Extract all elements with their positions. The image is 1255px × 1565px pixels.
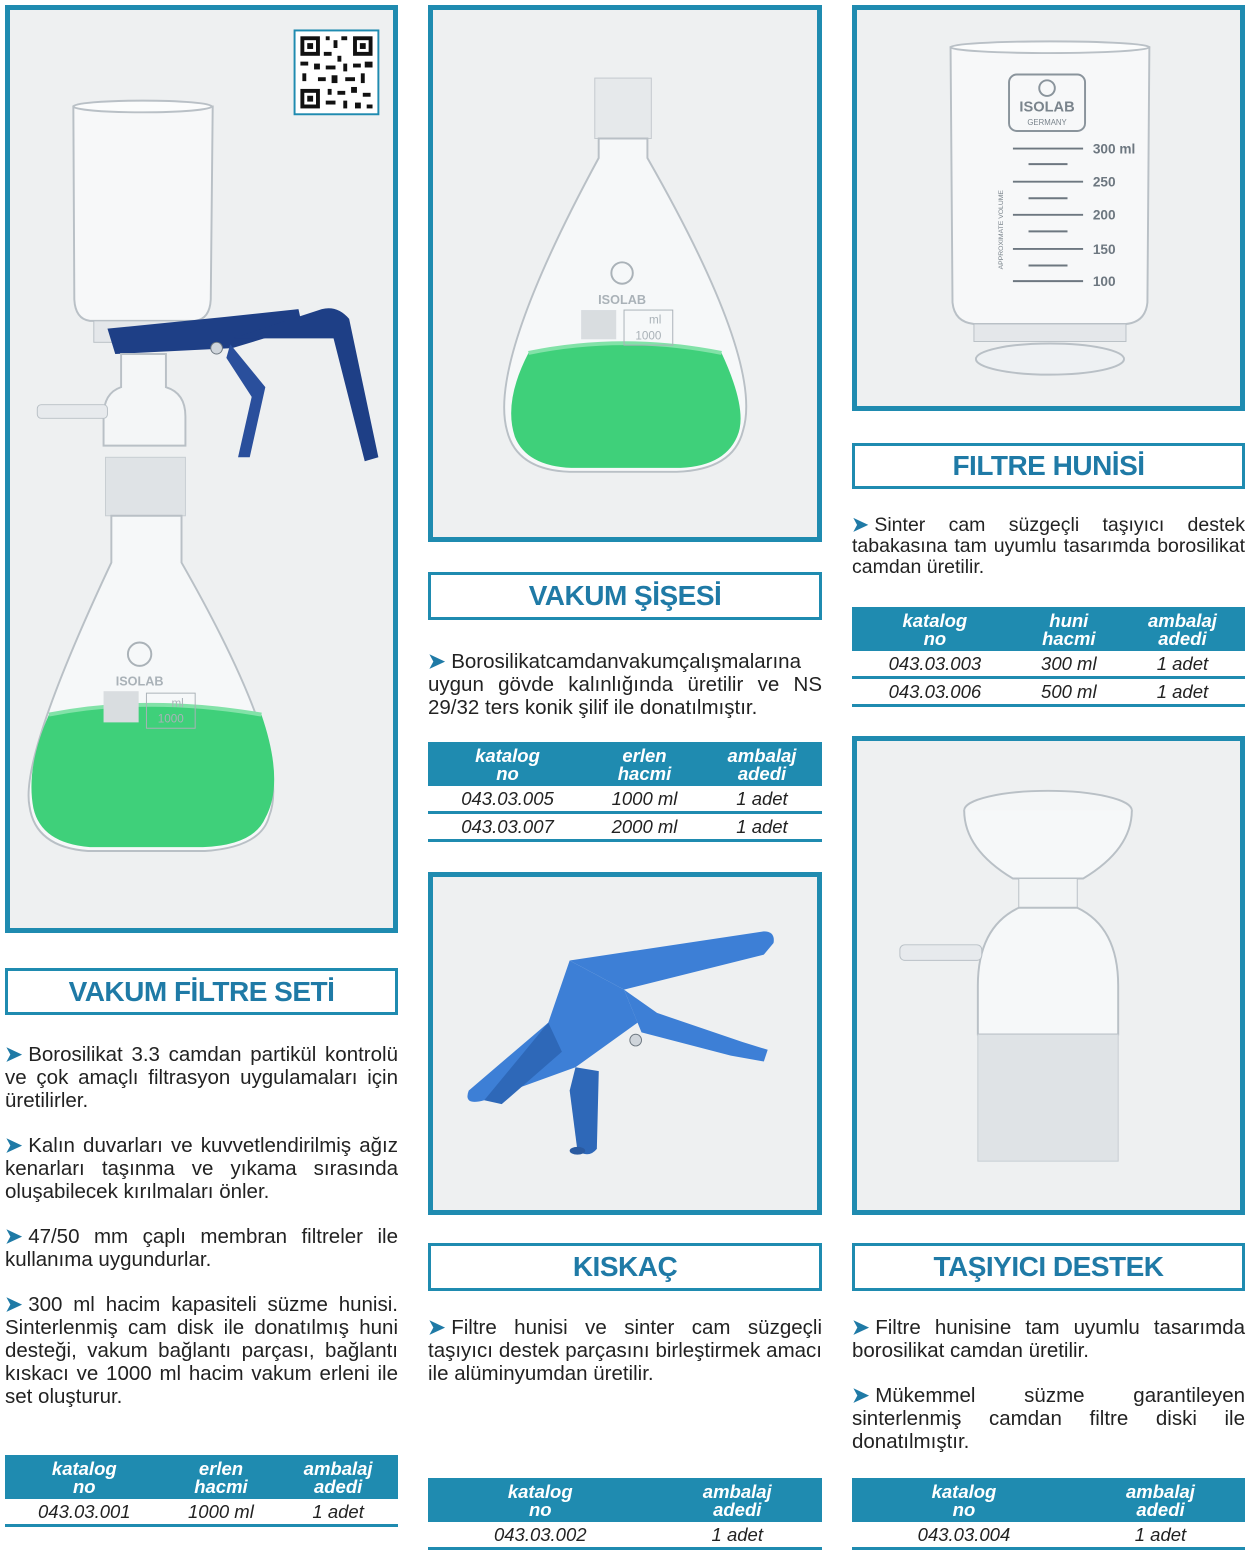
bullet-4: ➤ 300 ml hacim kapasiteli süzme hunisi. Sinterlenmiş cam disk ile donatılmış huni desteği, vakum bağlantı parçası, bağlantı kıskacı ve 1000 ml hacim vakum erleni ile set oluşturur. bbox=[5, 1293, 398, 1408]
cell-hacim: 1000 ml bbox=[587, 786, 702, 813]
bullet-2: ➤ Kalın duvarları ve kuvvetlendirilmiş ağız kenarları taşınma ve yıkama sırasında oluşabilecek kırılmaları önler. bbox=[5, 1134, 398, 1203]
cell-ambalaj: 1 adet bbox=[702, 813, 822, 841]
qr-code-icon bbox=[295, 30, 379, 114]
table-row bbox=[852, 651, 1245, 678]
bullet-1: ➤ Filtre hunisine tam uyumlu tasarımda borosilikat camdan üretilir. bbox=[852, 1316, 1245, 1362]
vakum-filtre-seti-title: VAKUM FİLTRE SETİ bbox=[5, 968, 398, 1015]
bullet-arrow-icon: ➤ bbox=[5, 1225, 23, 1248]
kiskac-title: KISKAÇ bbox=[428, 1243, 822, 1291]
header-erlen-hacmi: erlen hacmi bbox=[164, 1455, 279, 1499]
mark-250: 250 bbox=[1092, 174, 1116, 190]
bullet-arrow-icon: ➤ bbox=[428, 650, 446, 673]
kiskac-image bbox=[428, 872, 822, 1215]
filtre-hunisi-table bbox=[852, 607, 1245, 707]
bullet-3: ➤ 47/50 mm çaplı membran filtreler ile kullanıma uygundurlar. bbox=[5, 1225, 398, 1271]
set-flask-volume: 1000 bbox=[157, 712, 184, 726]
header-katalog-no: katalog no bbox=[428, 742, 587, 786]
header-katalog-no: katalog no bbox=[852, 607, 1018, 651]
bullet-arrow-icon: ➤ bbox=[428, 1316, 446, 1339]
bullet-arrow-icon: ➤ bbox=[5, 1043, 23, 1066]
vakum-filtre-seti-image bbox=[5, 5, 398, 933]
bullet-1: ➤ Borosilikatcamdanvakumçalışmalarına uygun gövde kalınlığında üretilir ve NS 29/32 ters konik şilif ile donatılmıştır. bbox=[428, 650, 822, 719]
header-ambalaj-adedi: ambalaj adedi bbox=[653, 1478, 822, 1522]
header-ambalaj-adedi: ambalaj adedi bbox=[1120, 607, 1245, 651]
bullet-arrow-icon: ➤ bbox=[852, 1316, 870, 1339]
cell-katalog: 043.03.004 bbox=[852, 1522, 1076, 1549]
cell-katalog: 043.03.002 bbox=[428, 1522, 653, 1549]
filtre-hunisi-title: FILTRE HUNİSİ bbox=[852, 443, 1245, 489]
bullet-arrow-icon: ➤ bbox=[5, 1134, 23, 1157]
cell-ambalaj: 1 adet bbox=[702, 786, 822, 813]
beaker-side-text: APPROXIMATE VOLUME bbox=[998, 190, 1006, 270]
cell-hacim: 500 ml bbox=[1018, 678, 1120, 706]
mark-200: 200 bbox=[1092, 207, 1116, 223]
header-huni-hacmi: huni hacmi bbox=[1018, 607, 1120, 651]
cell-hacim: 1000 ml bbox=[164, 1499, 279, 1526]
cell-ambalaj: 1 adet bbox=[653, 1522, 822, 1549]
mark-150: 150 bbox=[1092, 241, 1116, 257]
table-row bbox=[428, 813, 822, 841]
tasiyici-destek-table bbox=[852, 1478, 1245, 1550]
cell-hacim: 300 ml bbox=[1018, 651, 1120, 678]
tasiyici-destek-image bbox=[852, 736, 1245, 1215]
cell-ambalaj: 1 adet bbox=[1120, 651, 1245, 678]
header-ambalaj-adedi: ambalaj adedi bbox=[1076, 1478, 1245, 1522]
table-row bbox=[5, 1499, 398, 1526]
bullet-arrow-icon: ➤ bbox=[852, 1384, 870, 1407]
cell-ambalaj: 1 adet bbox=[1076, 1522, 1245, 1549]
vakum-filtre-seti-table bbox=[5, 1455, 398, 1527]
cell-ambalaj: 1 adet bbox=[278, 1499, 398, 1526]
header-ambalaj-adedi: ambalaj adedi bbox=[702, 742, 822, 786]
cell-hacim: 2000 ml bbox=[587, 813, 702, 841]
beaker-brand: ISOLAB bbox=[1019, 99, 1075, 116]
vakum-sisesi-title: VAKUM ŞİŞESİ bbox=[428, 572, 822, 620]
mark-100: 100 bbox=[1092, 273, 1116, 289]
header-katalog-no: katalog no bbox=[428, 1478, 653, 1522]
flask-unit: ml bbox=[649, 313, 662, 327]
header-erlen-hacmi: erlen hacmi bbox=[587, 742, 702, 786]
bullet-1: ➤ Borosilikat 3.3 camdan partikül kontrolü ve çok amaçlı filtrasyon uygulamaları için üretilirler. bbox=[5, 1043, 398, 1112]
flask-volume: 1000 bbox=[635, 329, 662, 343]
cell-katalog: 043.03.007 bbox=[428, 813, 587, 841]
set-flask-unit: ml bbox=[171, 696, 184, 710]
cell-katalog: 043.03.001 bbox=[5, 1499, 164, 1526]
table-row bbox=[852, 678, 1245, 706]
header-katalog-no: katalog no bbox=[5, 1455, 164, 1499]
cell-katalog: 043.03.006 bbox=[852, 678, 1018, 706]
vakum-filtre-seti-description bbox=[5, 1043, 398, 1430]
tasiyici-destek-title: TAŞIYICI DESTEK bbox=[852, 1243, 1245, 1291]
table-row bbox=[428, 786, 822, 813]
cell-katalog: 043.03.005 bbox=[428, 786, 587, 813]
header-katalog-no: katalog no bbox=[852, 1478, 1076, 1522]
bullet-arrow-icon: ➤ bbox=[852, 514, 869, 536]
beaker-country: GERMANY bbox=[1027, 118, 1067, 128]
set-flask-brand: ISOLAB bbox=[115, 674, 164, 689]
vakum-sisesi-description bbox=[428, 650, 822, 741]
cell-ambalaj: 1 adet bbox=[1120, 678, 1245, 706]
vakum-sisesi-table bbox=[428, 742, 822, 842]
flask-brand: ISOLAB bbox=[598, 293, 646, 308]
cell-katalog: 043.03.003 bbox=[852, 651, 1018, 678]
filtre-hunisi-image bbox=[852, 5, 1245, 411]
bullet-1: ➤ Sinter cam süzgeçli taşıyıcı destek tabakasına tam uyumlu tasarımda borosilikat camdan üretilir. bbox=[852, 514, 1245, 578]
vakum-sisesi-image bbox=[428, 5, 822, 542]
kiskac-description bbox=[428, 1316, 822, 1407]
bullet-1: ➤ Filtre hunisi ve sinter cam süzgeçli taşıyıcı destek parçasını birleştirmek amacı ile alüminyumdan üretilir. bbox=[428, 1316, 822, 1385]
table-row bbox=[428, 1522, 822, 1549]
filtre-hunisi-description bbox=[852, 515, 1245, 600]
table-row bbox=[852, 1522, 1245, 1549]
mark-300: 300 ml bbox=[1092, 141, 1136, 157]
bullet-arrow-icon: ➤ bbox=[5, 1293, 23, 1316]
bullet-2: ➤ Mükemmel süzme garantileyen sinterlenmiş camdan filtre diski ile donatılmıştır. bbox=[852, 1384, 1245, 1453]
header-ambalaj-adedi: ambalaj adedi bbox=[278, 1455, 398, 1499]
tasiyici-destek-description bbox=[852, 1316, 1245, 1475]
kiskac-table bbox=[428, 1478, 822, 1550]
